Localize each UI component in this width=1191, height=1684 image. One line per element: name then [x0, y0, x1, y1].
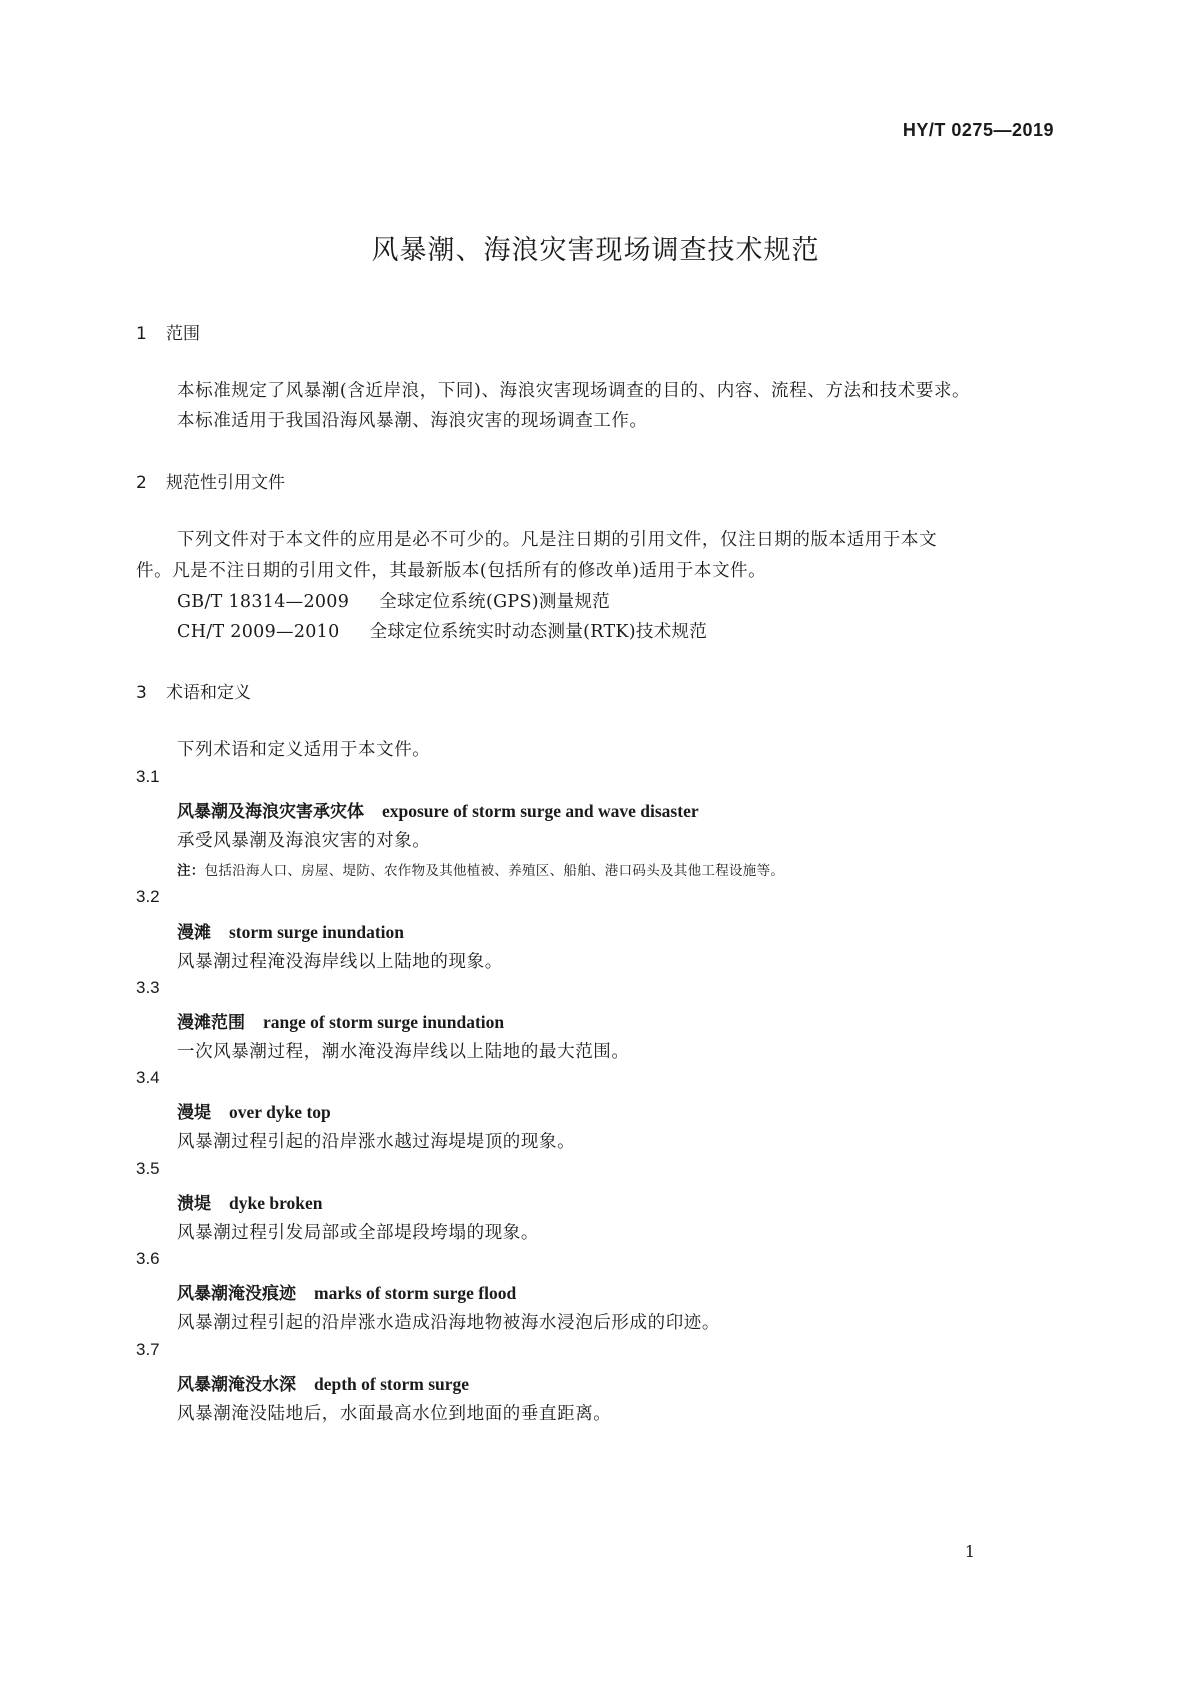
term-english: exposure of storm surge and wave disaster — [382, 801, 699, 821]
term-definition: 承受风暴潮及海浪灾害的对象。 — [177, 831, 431, 851]
section-heading-2 — [136, 468, 285, 493]
term-english: marks of storm surge flood — [314, 1283, 517, 1303]
term-chinese: 漫滩范围 — [177, 1013, 245, 1033]
term-definition: 风暴潮过程引起的沿岸涨水造成沿海地物被海水浸泡后形成的印迹。 — [177, 1313, 720, 1333]
term-definition: 一次风暴潮过程，潮水淹没海岸线以上陆地的最大范围。 — [177, 1042, 630, 1062]
section-title: 范围 — [166, 324, 200, 344]
section-number: 3 — [136, 683, 147, 703]
term-note — [177, 859, 784, 879]
page-number: 1 — [964, 1542, 975, 1561]
section-title: 规范性引用文件 — [166, 473, 285, 493]
term-english: over dyke top — [229, 1102, 331, 1122]
term-definition: 风暴潮过程引发局部或全部堤段垮塌的现象。 — [177, 1223, 539, 1243]
term-heading — [177, 1189, 323, 1214]
reference-code: CH/T 2009—2010 — [177, 622, 340, 642]
document-title: 风暴潮、海浪灾害现场调查技术规范 — [371, 235, 820, 266]
section-heading-1 — [136, 319, 200, 344]
term-english: storm surge inundation — [229, 922, 405, 942]
term-english: depth of storm surge — [314, 1374, 470, 1394]
reference-title: 全球定位系统实时动态测量(RTK)技术规范 — [369, 622, 708, 642]
references-paragraph-line-1: 下列文件对于本文件的应用是必不可少的。凡是注日期的引用文件，仅注日期的版本适用于本文 — [177, 530, 938, 550]
term-definition: 风暴潮过程淹没海岸线以上陆地的现象。 — [177, 952, 503, 972]
scope-paragraph-1: 本标准规定了风暴潮(含近岸浪，下同)、海浪灾害现场调查的目的、内容、流程、方法和技术要求。 — [177, 381, 971, 401]
term-heading — [177, 1279, 516, 1304]
term-heading — [177, 918, 404, 943]
section-number: 2 — [136, 473, 147, 493]
term-chinese: 风暴潮淹没水深 — [177, 1375, 296, 1395]
term-english: dyke broken — [229, 1193, 323, 1213]
reference-item — [177, 588, 610, 613]
term-chinese: 风暴潮及海浪灾害承灾体 — [177, 802, 364, 822]
references-paragraph-line-2: 件。凡是不注日期的引用文件，其最新版本(包括所有的修改单)适用于本文件。 — [136, 561, 767, 581]
term-number: 3.1 — [136, 767, 160, 786]
term-heading — [177, 1008, 504, 1033]
term-number: 3.7 — [136, 1340, 160, 1359]
note-text: 包括沿海人口、房屋、堤防、农作物及其他植被、养殖区、船舶、港口码头及其他工程设施等。 — [204, 863, 785, 879]
section-number: 1 — [136, 324, 147, 344]
term-definition: 风暴潮淹没陆地后，水面最高水位到地面的垂直距离。 — [177, 1404, 612, 1424]
term-heading — [177, 1370, 469, 1395]
term-heading — [177, 797, 699, 822]
reference-title: 全球定位系统(GPS)测量规范 — [379, 592, 611, 612]
term-chinese: 溃堤 — [177, 1194, 211, 1214]
section-title: 术语和定义 — [166, 683, 251, 703]
term-number: 3.5 — [136, 1159, 160, 1178]
term-number: 3.6 — [136, 1249, 160, 1268]
reference-code: GB/T 18314—2009 — [177, 592, 350, 612]
reference-item — [177, 618, 707, 643]
term-chinese: 风暴潮淹没痕迹 — [177, 1284, 296, 1304]
term-number: 3.2 — [136, 887, 160, 906]
term-number: 3.3 — [136, 978, 160, 997]
scope-paragraph-2: 本标准适用于我国沿海风暴潮、海浪灾害的现场调查工作。 — [177, 411, 648, 431]
term-chinese: 漫堤 — [177, 1103, 211, 1123]
terms-intro: 下列术语和定义适用于本文件。 — [177, 740, 431, 760]
section-heading-3 — [136, 678, 251, 703]
term-english: range of storm surge inundation — [263, 1012, 505, 1032]
note-label: 注： — [177, 863, 205, 879]
term-heading — [177, 1098, 331, 1123]
term-chinese: 漫滩 — [177, 923, 211, 943]
term-definition: 风暴潮过程引起的沿岸涨水越过海堤堤顶的现象。 — [177, 1132, 576, 1152]
term-number: 3.4 — [136, 1068, 160, 1087]
standard-code: HY/T 0275—2019 — [902, 120, 1054, 140]
